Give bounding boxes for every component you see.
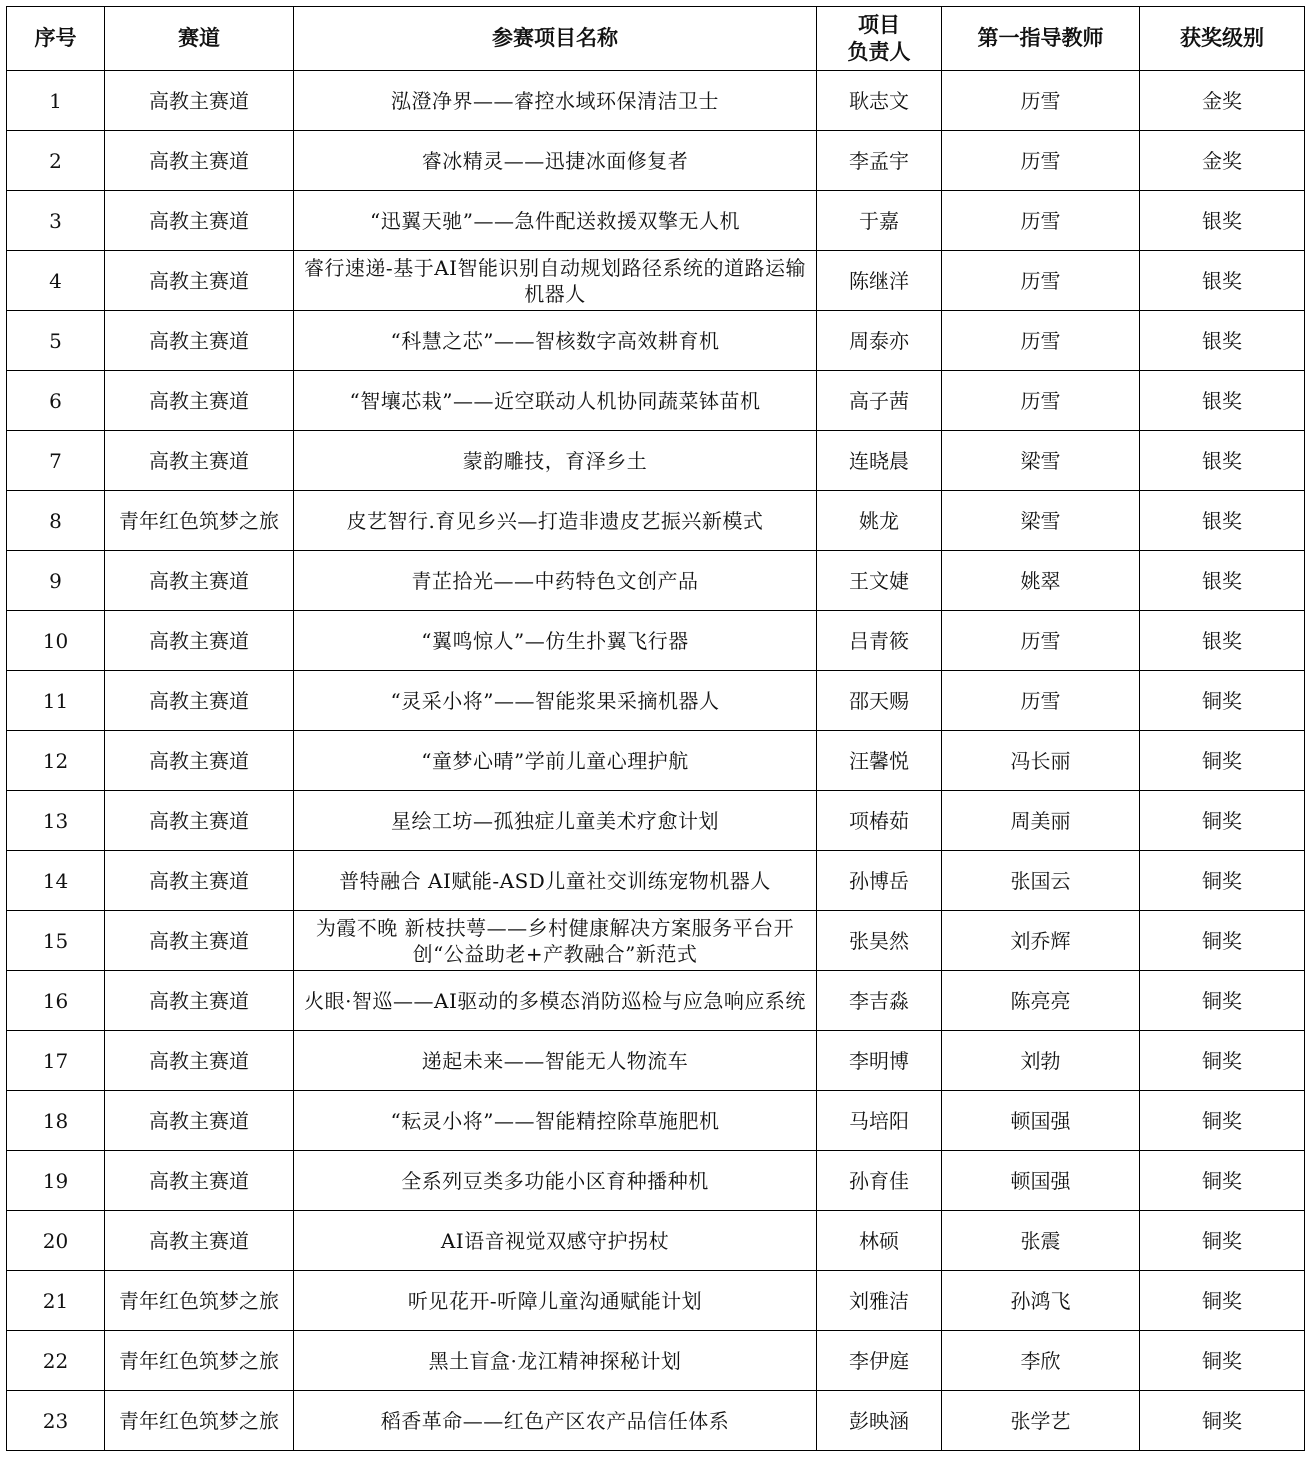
cell-mentor: 刘乔辉 xyxy=(942,911,1140,971)
project-name-text: 皮艺智行.育见乡兴—打造非遗皮艺振兴新模式 xyxy=(346,508,764,533)
cell-award: 金奖 xyxy=(1140,71,1305,131)
cell-index: 23 xyxy=(7,1391,105,1451)
cell-index: 14 xyxy=(7,851,105,911)
cell-award: 铜奖 xyxy=(1140,1151,1305,1211)
cell-mentor: 历雪 xyxy=(942,671,1140,731)
table-row xyxy=(7,551,1305,611)
cell-leader: 李明博 xyxy=(817,1031,942,1091)
project-name-text: “童梦心晴”学前儿童心理护航 xyxy=(421,748,689,773)
cell-project-name xyxy=(294,1151,817,1211)
cell-track: 高教主赛道 xyxy=(105,71,294,131)
cell-track: 青年红色筑梦之旅 xyxy=(105,1331,294,1391)
cell-project-name xyxy=(294,611,817,671)
cell-index: 5 xyxy=(7,311,105,371)
cell-award: 银奖 xyxy=(1140,371,1305,431)
cell-mentor: 历雪 xyxy=(942,191,1140,251)
table-row xyxy=(7,311,1305,371)
cell-award: 铜奖 xyxy=(1140,791,1305,851)
cell-mentor: 顿国强 xyxy=(942,1091,1140,1151)
cell-index: 3 xyxy=(7,191,105,251)
table-row xyxy=(7,791,1305,851)
cell-track: 高教主赛道 xyxy=(105,971,294,1031)
cell-project-name xyxy=(294,1391,817,1451)
cell-index: 15 xyxy=(7,911,105,971)
cell-award: 铜奖 xyxy=(1140,1391,1305,1451)
cell-award: 银奖 xyxy=(1140,251,1305,311)
cell-leader: 项椿茹 xyxy=(817,791,942,851)
cell-mentor: 历雪 xyxy=(942,251,1140,311)
project-name-text: 为霞不晚 新枝扶萼——乡村健康解决方案服务平台开创“公益助老+产教融合”新范式 xyxy=(315,915,795,966)
table-row xyxy=(7,1151,1305,1211)
cell-mentor: 周美丽 xyxy=(942,791,1140,851)
cell-leader: 林硕 xyxy=(817,1211,942,1271)
cell-index: 2 xyxy=(7,131,105,191)
project-name-text: AI语音视觉双感守护拐杖 xyxy=(440,1228,670,1253)
cell-leader: 孙博岳 xyxy=(817,851,942,911)
cell-track: 高教主赛道 xyxy=(105,851,294,911)
cell-leader: 陈继洋 xyxy=(817,251,942,311)
table-row xyxy=(7,1211,1305,1271)
cell-mentor: 张学艺 xyxy=(942,1391,1140,1451)
cell-index: 17 xyxy=(7,1031,105,1091)
cell-leader: 姚龙 xyxy=(817,491,942,551)
cell-index: 20 xyxy=(7,1211,105,1271)
cell-award: 铜奖 xyxy=(1140,671,1305,731)
cell-award: 金奖 xyxy=(1140,131,1305,191)
project-name-text: 稻香革命——红色产区农产品信任体系 xyxy=(380,1408,730,1433)
cell-mentor: 刘勃 xyxy=(942,1031,1140,1091)
cell-track: 高教主赛道 xyxy=(105,191,294,251)
project-name-text: 火眼·智巡——AI驱动的多模态消防巡检与应急响应系统 xyxy=(304,988,806,1013)
cell-award: 铜奖 xyxy=(1140,1331,1305,1391)
cell-leader: 高子茜 xyxy=(817,371,942,431)
cell-mentor: 姚翠 xyxy=(942,551,1140,611)
cell-award: 银奖 xyxy=(1140,311,1305,371)
cell-track: 高教主赛道 xyxy=(105,311,294,371)
cell-mentor: 历雪 xyxy=(942,131,1140,191)
cell-award: 铜奖 xyxy=(1140,1211,1305,1271)
cell-index: 11 xyxy=(7,671,105,731)
cell-track: 高教主赛道 xyxy=(105,551,294,611)
cell-track: 青年红色筑梦之旅 xyxy=(105,491,294,551)
project-name-text: 黑土盲盒·龙江精神探秘计划 xyxy=(428,1348,682,1373)
table-row xyxy=(7,1271,1305,1331)
cell-index: 16 xyxy=(7,971,105,1031)
cell-award: 银奖 xyxy=(1140,551,1305,611)
project-name-text: 星绘工坊—孤独症儿童美术疗愈计划 xyxy=(391,808,719,833)
cell-mentor: 李欣 xyxy=(942,1331,1140,1391)
cell-index: 8 xyxy=(7,491,105,551)
project-name-text: “迅翼天驰”——急件配送救援双擎无人机 xyxy=(370,208,740,233)
project-name-text: “科慧之芯”——智核数字高效耕育机 xyxy=(390,328,720,353)
cell-track: 高教主赛道 xyxy=(105,371,294,431)
cell-project-name xyxy=(294,191,817,251)
cell-index: 7 xyxy=(7,431,105,491)
table-row xyxy=(7,251,1305,311)
cell-leader: 周泰亦 xyxy=(817,311,942,371)
cell-project-name xyxy=(294,971,817,1031)
cell-project-name xyxy=(294,1331,817,1391)
cell-project-name xyxy=(294,371,817,431)
header-project-name: 参赛项目名称 xyxy=(294,7,817,71)
project-name-text: 青芷拾光——中药特色文创产品 xyxy=(411,568,699,593)
cell-project-name xyxy=(294,71,817,131)
cell-project-name xyxy=(294,1031,817,1091)
cell-track: 高教主赛道 xyxy=(105,251,294,311)
cell-index: 9 xyxy=(7,551,105,611)
table-row xyxy=(7,1331,1305,1391)
table-row xyxy=(7,611,1305,671)
cell-track: 高教主赛道 xyxy=(105,791,294,851)
cell-award: 银奖 xyxy=(1140,491,1305,551)
cell-track: 高教主赛道 xyxy=(105,911,294,971)
cell-award: 银奖 xyxy=(1140,611,1305,671)
cell-track: 高教主赛道 xyxy=(105,731,294,791)
cell-project-name xyxy=(294,731,817,791)
table-row xyxy=(7,191,1305,251)
project-name-text: 全系列豆类多功能小区育种播种机 xyxy=(401,1168,709,1193)
table-row xyxy=(7,131,1305,191)
project-name-text: “耘灵小将”——智能精控除草施肥机 xyxy=(390,1108,720,1133)
cell-leader: 李吉淼 xyxy=(817,971,942,1031)
cell-leader: 刘雅洁 xyxy=(817,1271,942,1331)
cell-mentor: 梁雪 xyxy=(942,491,1140,551)
cell-index: 21 xyxy=(7,1271,105,1331)
header-mentor: 第一指导教师 xyxy=(942,7,1140,71)
cell-project-name xyxy=(294,491,817,551)
cell-project-name xyxy=(294,1091,817,1151)
cell-project-name xyxy=(294,131,817,191)
cell-leader: 汪馨悦 xyxy=(817,731,942,791)
cell-track: 高教主赛道 xyxy=(105,1091,294,1151)
header-award: 获奖级别 xyxy=(1140,7,1305,71)
cell-leader: 连晓晨 xyxy=(817,431,942,491)
project-name-text: “翼鸣惊人”—仿生扑翼飞行器 xyxy=(421,628,689,653)
cell-project-name xyxy=(294,551,817,611)
cell-index: 1 xyxy=(7,71,105,131)
header-track: 赛道 xyxy=(105,7,294,71)
cell-award: 铜奖 xyxy=(1140,911,1305,971)
cell-index: 4 xyxy=(7,251,105,311)
table-row xyxy=(7,371,1305,431)
table-row xyxy=(7,671,1305,731)
table-row xyxy=(7,1091,1305,1151)
cell-index: 13 xyxy=(7,791,105,851)
cell-mentor: 顿国强 xyxy=(942,1151,1140,1211)
cell-track: 高教主赛道 xyxy=(105,671,294,731)
award-results-table xyxy=(6,6,1305,1451)
cell-leader: 李伊庭 xyxy=(817,1331,942,1391)
table-row xyxy=(7,431,1305,491)
cell-mentor: 张震 xyxy=(942,1211,1140,1271)
cell-leader: 彭映涵 xyxy=(817,1391,942,1451)
cell-mentor: 张国云 xyxy=(942,851,1140,911)
cell-mentor: 历雪 xyxy=(942,311,1140,371)
cell-project-name xyxy=(294,251,817,311)
cell-mentor: 历雪 xyxy=(942,71,1140,131)
cell-award: 银奖 xyxy=(1140,191,1305,251)
table-row xyxy=(7,911,1305,971)
project-name-text: 递起未来——智能无人物流车 xyxy=(421,1048,689,1073)
project-name-text: “智壤芯栽”——近空联动人机协同蔬菜钵苗机 xyxy=(349,388,761,413)
cell-leader: 孙育佳 xyxy=(817,1151,942,1211)
cell-mentor: 历雪 xyxy=(942,611,1140,671)
cell-leader: 邵天赐 xyxy=(817,671,942,731)
cell-leader: 王文婕 xyxy=(817,551,942,611)
table-row xyxy=(7,491,1305,551)
table-row xyxy=(7,731,1305,791)
project-name-text: 普特融合 AI赋能-ASD儿童社交训练宠物机器人 xyxy=(339,868,771,893)
cell-index: 18 xyxy=(7,1091,105,1151)
cell-mentor: 历雪 xyxy=(942,371,1140,431)
cell-project-name xyxy=(294,851,817,911)
cell-track: 高教主赛道 xyxy=(105,131,294,191)
header-leader: 项目 负责人 xyxy=(817,7,942,71)
cell-track: 高教主赛道 xyxy=(105,1211,294,1271)
project-name-text: 听见花开-听障儿童沟通赋能计划 xyxy=(407,1288,703,1313)
table-row xyxy=(7,1031,1305,1091)
cell-index: 19 xyxy=(7,1151,105,1211)
cell-project-name xyxy=(294,671,817,731)
project-name-text: 泓澄净界——睿控水域环保清洁卫士 xyxy=(391,88,719,113)
cell-leader: 于嘉 xyxy=(817,191,942,251)
cell-track: 高教主赛道 xyxy=(105,1151,294,1211)
cell-award: 铜奖 xyxy=(1140,731,1305,791)
cell-award: 铜奖 xyxy=(1140,971,1305,1031)
cell-mentor: 陈亮亮 xyxy=(942,971,1140,1031)
project-name-text: 蒙韵雕技，育泽乡土 xyxy=(462,448,648,473)
cell-leader: 李孟宇 xyxy=(817,131,942,191)
cell-leader: 张昊然 xyxy=(817,911,942,971)
project-name-text: 睿冰精灵——迅捷冰面修复者 xyxy=(421,148,689,173)
cell-project-name xyxy=(294,1271,817,1331)
cell-track: 高教主赛道 xyxy=(105,431,294,491)
cell-award: 铜奖 xyxy=(1140,1271,1305,1331)
cell-project-name xyxy=(294,311,817,371)
project-name-text: 睿行速递-基于AI智能识别自动规划路径系统的道路运输机器人 xyxy=(303,255,807,306)
cell-leader: 耿志文 xyxy=(817,71,942,131)
cell-leader: 马培阳 xyxy=(817,1091,942,1151)
cell-track: 高教主赛道 xyxy=(105,611,294,671)
cell-project-name xyxy=(294,431,817,491)
table-header xyxy=(7,7,1305,71)
cell-track: 高教主赛道 xyxy=(105,1031,294,1091)
table-body xyxy=(7,71,1305,1451)
cell-index: 10 xyxy=(7,611,105,671)
cell-award: 铜奖 xyxy=(1140,1091,1305,1151)
cell-mentor: 梁雪 xyxy=(942,431,1140,491)
cell-leader: 吕青筱 xyxy=(817,611,942,671)
table-row xyxy=(7,851,1305,911)
cell-index: 22 xyxy=(7,1331,105,1391)
table-row xyxy=(7,971,1305,1031)
cell-index: 12 xyxy=(7,731,105,791)
cell-track: 青年红色筑梦之旅 xyxy=(105,1391,294,1451)
cell-mentor: 冯长丽 xyxy=(942,731,1140,791)
cell-award: 铜奖 xyxy=(1140,851,1305,911)
cell-award: 铜奖 xyxy=(1140,1031,1305,1091)
table-row xyxy=(7,71,1305,131)
cell-award: 银奖 xyxy=(1140,431,1305,491)
cell-index: 6 xyxy=(7,371,105,431)
cell-project-name xyxy=(294,911,817,971)
cell-track: 青年红色筑梦之旅 xyxy=(105,1271,294,1331)
project-name-text: “灵采小将”——智能浆果采摘机器人 xyxy=(390,688,720,713)
cell-mentor: 孙鸿飞 xyxy=(942,1271,1140,1331)
table-row xyxy=(7,1391,1305,1451)
header-index: 序号 xyxy=(7,7,105,71)
cell-project-name xyxy=(294,791,817,851)
cell-project-name xyxy=(294,1211,817,1271)
header-row xyxy=(7,7,1305,71)
